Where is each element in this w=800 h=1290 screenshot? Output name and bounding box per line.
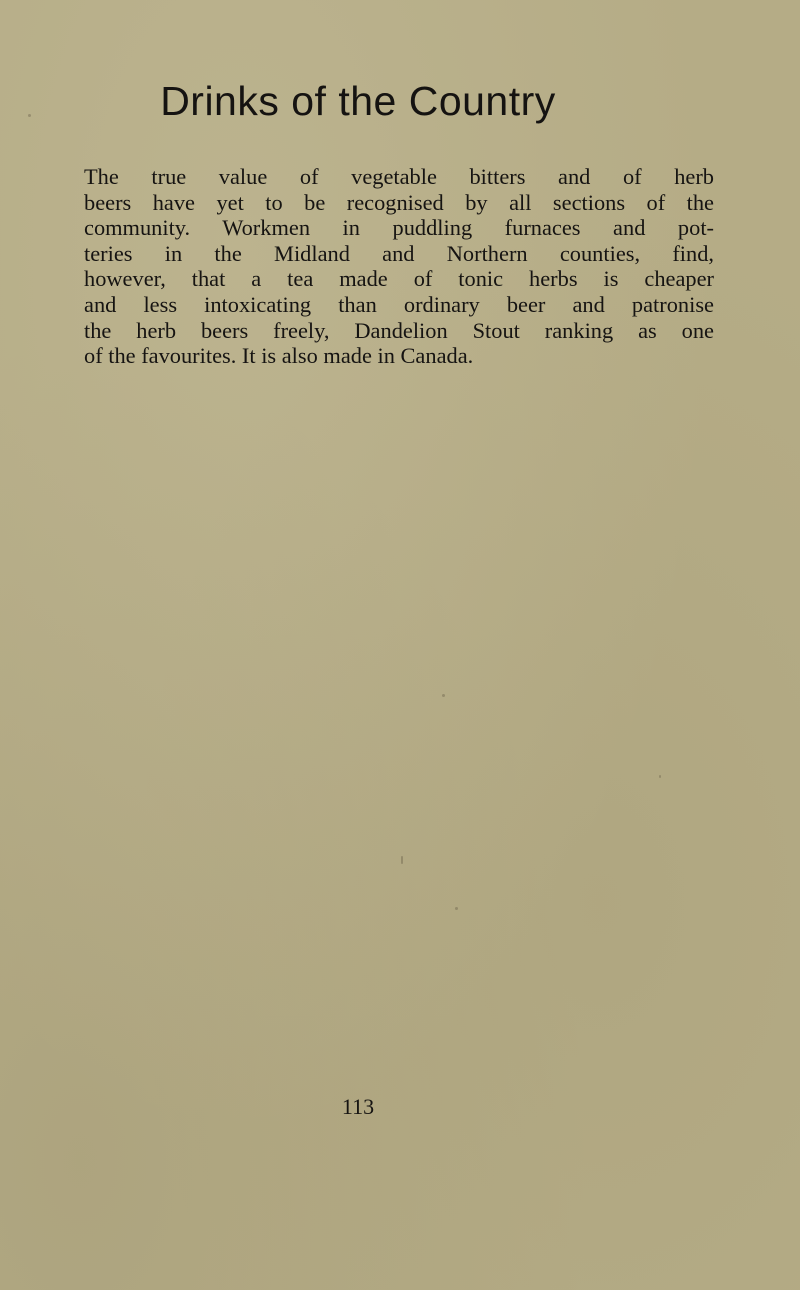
paragraph-line: The true value of vegetable bitters and of herb xyxy=(84,164,714,189)
paper-speck xyxy=(659,775,661,778)
paper-speck xyxy=(28,114,31,117)
paper-speck xyxy=(401,856,403,864)
paragraph-line: and less intoxicating than ordinary beer and patronise xyxy=(84,291,714,317)
page-title: Drinks of the Country xyxy=(160,78,556,124)
paragraph-line: of the favourites. It is also made in Canada. xyxy=(84,343,474,369)
paragraph-line: the herb beers freely, Dandelion Stout ranking as one xyxy=(84,317,714,343)
paragraph-line: community. Workmen in puddling furnaces and pot- xyxy=(84,215,714,241)
body-paragraph xyxy=(84,164,714,369)
paragraph-line: beers have yet to be recognised by all sections of the xyxy=(84,189,714,215)
paper-speck xyxy=(455,907,458,910)
paragraph-line: teries in the Midland and Northern counties, find, xyxy=(84,240,714,266)
page-number: 113 xyxy=(341,1094,375,1119)
paragraph-line: however, that a tea made of tonic herbs is cheaper xyxy=(84,266,714,292)
paper-speck xyxy=(442,694,445,697)
